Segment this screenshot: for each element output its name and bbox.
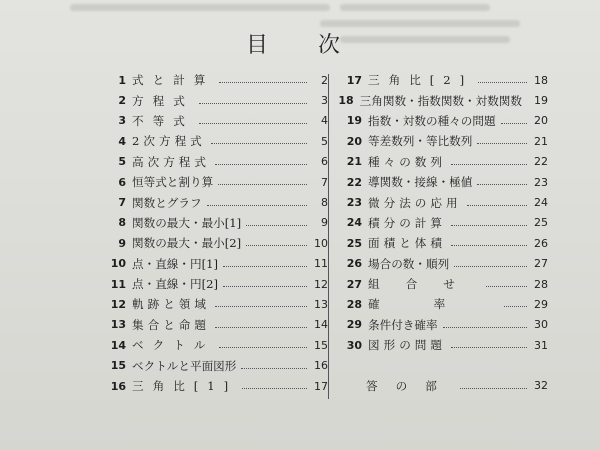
dot-leader — [486, 285, 527, 287]
dot-leader — [454, 265, 527, 267]
toc-entry[interactable] — [104, 90, 328, 110]
entry-page: 2 — [321, 73, 328, 87]
entry-number: 20 — [346, 134, 362, 148]
entry-page: 21 — [534, 134, 548, 148]
entry-number: 8 — [118, 216, 126, 230]
dot-leader — [451, 346, 527, 348]
entry-page: 6 — [321, 155, 328, 169]
toc-entry[interactable] — [104, 192, 328, 212]
toc-entry[interactable] — [338, 192, 548, 212]
entry-page: 29 — [534, 297, 548, 311]
entry-page: 15 — [314, 338, 328, 352]
toc-entry[interactable] — [104, 213, 328, 233]
entry-title: 2次方程式 — [132, 134, 206, 149]
entry-number: 13 — [110, 318, 126, 332]
dot-leader — [219, 346, 307, 348]
entry-page: 3 — [321, 94, 328, 108]
entry-number: 15 — [110, 359, 126, 373]
dot-leader — [223, 265, 307, 267]
toc-entry[interactable] — [104, 131, 328, 151]
toc-entry[interactable] — [338, 233, 548, 253]
dot-leader — [504, 305, 527, 307]
entry-title: 関数の最大・最小[2] — [132, 236, 242, 251]
entry-number: 23 — [346, 196, 362, 210]
entry-number: 17 — [346, 73, 362, 87]
dot-leader — [218, 183, 307, 185]
entry-title: 三角比[2] — [368, 73, 474, 88]
toc-entry[interactable] — [104, 152, 328, 172]
entry-title: 三角比[1] — [132, 379, 238, 394]
dot-leader — [443, 326, 527, 328]
entry-page: 18 — [534, 73, 548, 87]
toc-entry[interactable] — [338, 131, 548, 151]
dot-leader — [478, 81, 527, 83]
entry-number: 10 — [110, 257, 126, 271]
entry-number: 18 — [338, 94, 354, 108]
dot-leader — [223, 285, 307, 287]
dot-leader — [467, 204, 527, 206]
entry-number: 25 — [346, 236, 362, 250]
entry-page: 11 — [314, 257, 328, 271]
dot-leader — [451, 224, 527, 226]
dot-leader — [246, 244, 307, 246]
toc-entry[interactable] — [104, 111, 328, 131]
entry-page: 7 — [321, 175, 328, 189]
dot-leader — [199, 122, 307, 124]
entry-number: 29 — [346, 318, 362, 332]
toc-entry[interactable] — [338, 152, 548, 172]
toc-entry-answers[interactable] — [338, 375, 548, 395]
dot-leader — [219, 81, 307, 83]
entry-number: 24 — [346, 216, 362, 230]
entry-number: 9 — [118, 236, 126, 250]
entry-title: ベクトル — [132, 338, 215, 353]
dot-leader — [451, 163, 527, 165]
entry-page: 31 — [534, 338, 548, 352]
toc-entry[interactable] — [104, 294, 328, 314]
entry-title: 積分の計算 — [368, 215, 446, 230]
toc-entry[interactable] — [338, 111, 548, 131]
toc-entry[interactable] — [104, 233, 328, 253]
toc-right-column — [338, 70, 548, 396]
toc-entry[interactable] — [104, 335, 328, 355]
entry-number: 26 — [346, 257, 362, 271]
entry-number: 16 — [110, 379, 126, 393]
entry-title: 条件付き確率 — [368, 317, 438, 332]
toc-entry[interactable] — [104, 254, 328, 274]
dot-leader — [215, 163, 307, 165]
entry-title: 高次方程式 — [132, 154, 210, 169]
toc-entry[interactable] — [338, 254, 548, 274]
toc-entry[interactable] — [104, 355, 328, 375]
entry-title: 軌跡と領域 — [132, 297, 210, 312]
dot-leader — [215, 305, 307, 307]
dot-leader — [460, 387, 527, 389]
entry-title: 図形の問題 — [368, 338, 446, 353]
entry-title: 恒等式と割り算 — [132, 175, 214, 190]
entry-title: 関数の最大・最小[1] — [132, 215, 242, 230]
entry-page: 10 — [314, 236, 328, 250]
toc-entry[interactable] — [338, 335, 548, 355]
entry-number: 7 — [118, 196, 126, 210]
toc-entry[interactable] — [338, 70, 548, 90]
entry-page: 24 — [534, 196, 548, 210]
entry-title: 確率 — [368, 297, 500, 312]
toc-entry[interactable] — [104, 274, 328, 294]
entry-page: 28 — [534, 277, 548, 291]
entry-number: 6 — [118, 175, 126, 189]
entry-number: 4 — [118, 134, 126, 148]
dot-leader — [477, 183, 527, 185]
entry-title: ベクトルと平面図形 — [132, 358, 237, 373]
entry-page: 19 — [534, 94, 548, 108]
dot-leader — [451, 244, 527, 246]
entry-number: 19 — [346, 114, 362, 128]
page-title: 目 次 — [245, 33, 354, 58]
entry-page: 20 — [534, 114, 548, 128]
entry-title: 三角関数・指数関数・対数関数 — [359, 93, 522, 108]
toc-entry[interactable] — [104, 315, 328, 335]
entry-title: 微分法の応用 — [368, 195, 462, 210]
entry-number: 28 — [346, 297, 362, 311]
toc-entry[interactable] — [338, 294, 548, 314]
entry-number: 11 — [110, 277, 126, 291]
dot-leader — [242, 387, 307, 389]
entry-page: 16 — [314, 359, 328, 373]
entry-page: 13 — [314, 297, 328, 311]
dot-leader — [501, 122, 527, 124]
entry-page: 23 — [534, 175, 548, 189]
entry-title: 場合の数・順列 — [368, 256, 450, 271]
entry-page: 4 — [321, 114, 328, 128]
entry-number: 21 — [346, 155, 362, 169]
dot-leader — [241, 367, 307, 369]
entry-title: 式と計算 — [132, 73, 215, 88]
dot-leader — [211, 142, 307, 144]
entry-title: 等差数列・等比数列 — [368, 134, 473, 149]
toc-left-column — [104, 70, 328, 396]
entry-title: 種々の数列 — [368, 154, 446, 169]
entry-title: 組合せ — [368, 277, 481, 292]
toc-entry[interactable] — [104, 172, 328, 192]
entry-title: 集合と命題 — [132, 317, 210, 332]
toc-entry[interactable] — [104, 70, 328, 90]
entry-number: 5 — [118, 155, 126, 169]
dot-leader — [246, 224, 307, 226]
entry-number: 30 — [346, 338, 362, 352]
entry-page: 30 — [534, 318, 548, 332]
entry-title: 指数・対数の種々の問題 — [368, 113, 496, 128]
entry-page: 25 — [534, 216, 548, 230]
entry-page: 8 — [321, 196, 328, 210]
entry-title: 答の部 — [366, 378, 455, 393]
entry-title: 導関数・接線・極値 — [368, 175, 473, 190]
entry-page: 12 — [314, 277, 328, 291]
entry-page: 22 — [534, 155, 548, 169]
dot-leader — [207, 204, 307, 206]
entry-page: 32 — [534, 379, 548, 393]
dot-leader — [199, 102, 307, 104]
toc-entry[interactable] — [338, 213, 548, 233]
entry-number: 22 — [346, 175, 362, 189]
entry-page: 17 — [314, 379, 328, 393]
entry-title: 点・直線・円[2] — [132, 277, 218, 292]
entry-page: 14 — [314, 318, 328, 332]
entry-number: 2 — [118, 94, 126, 108]
entry-title: 面積と体積 — [368, 236, 446, 251]
dot-leader — [477, 142, 527, 144]
entry-title: 方程式 — [132, 93, 194, 108]
toc-entry[interactable] — [338, 315, 548, 335]
entry-number: 12 — [110, 297, 126, 311]
entry-number: 1 — [118, 73, 126, 87]
toc-entry[interactable] — [338, 172, 548, 192]
entry-page: 9 — [321, 216, 328, 230]
entry-number: 3 — [118, 114, 126, 128]
entry-page: 27 — [534, 257, 548, 271]
entry-page: 5 — [321, 134, 328, 148]
toc-entry[interactable] — [104, 376, 328, 396]
entry-page: 26 — [534, 236, 548, 250]
entry-number: 14 — [110, 338, 126, 352]
entry-number: 27 — [346, 277, 362, 291]
toc-entry[interactable] — [338, 90, 548, 110]
column-divider — [328, 74, 329, 399]
entry-title: 点・直線・円[1] — [132, 256, 218, 271]
entry-title: 不等式 — [132, 113, 194, 128]
entry-title: 関数とグラフ — [132, 195, 202, 210]
dot-leader — [215, 326, 307, 328]
toc-entry[interactable] — [338, 274, 548, 294]
